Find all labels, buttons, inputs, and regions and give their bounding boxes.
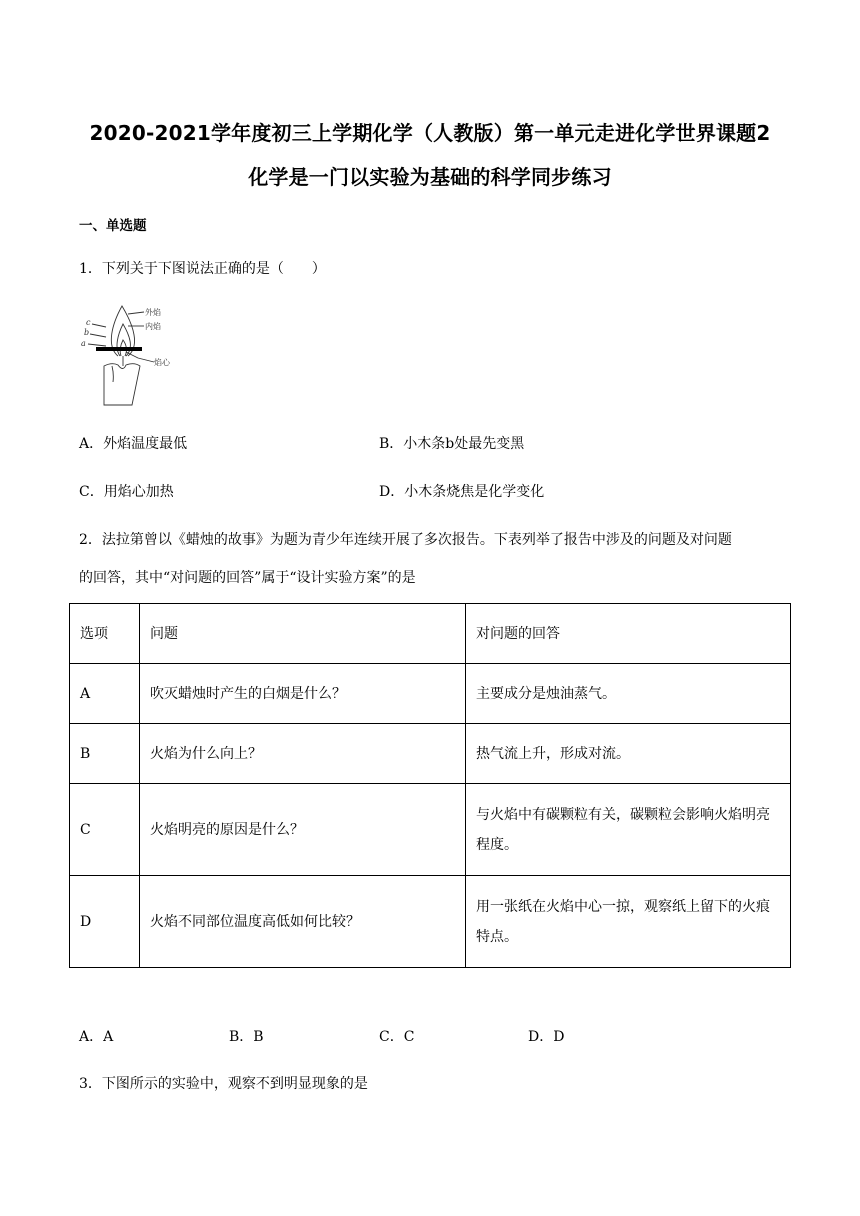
label-a: a <box>81 339 86 348</box>
document-title-line-1: 2020-2021学年度初三上学期化学（人教版）第一单元走进化学世界课题2 <box>89 121 771 145</box>
question-1-option-b[interactable]: B．小木条b处最先变黑 <box>379 436 525 452</box>
table-cell-option: D <box>70 876 140 968</box>
table-cell-answer: 主要成分是烛油蒸气。 <box>466 664 791 724</box>
table-row <box>70 724 791 784</box>
candle-body <box>104 364 140 405</box>
table-header-row <box>70 604 791 664</box>
table-cell-question: 火焰不同部位温度高低如何比较？ <box>140 876 466 968</box>
table-cell-option: B <box>70 724 140 784</box>
table-cell-option: C <box>70 784 140 876</box>
table-row <box>70 664 791 724</box>
question-2-option-a[interactable]: A．A <box>79 1029 114 1045</box>
table-cell-answer: 热气流上升，形成对流。 <box>466 724 791 784</box>
question-2-table <box>69 603 791 968</box>
table-row <box>70 876 791 968</box>
table-header-option: 选项 <box>70 604 140 664</box>
question-1-option-c[interactable]: C．用焰心加热 <box>79 484 174 500</box>
question-2-option-d[interactable]: D．D <box>528 1029 565 1045</box>
section-heading: 一、单选题 <box>79 218 147 234</box>
table-cell-option: A <box>70 664 140 724</box>
question-1-option-a[interactable]: A．外焰温度最低 <box>79 436 188 452</box>
question-1-stem: 1．下列关于下图说法正确的是（ ） <box>79 261 326 277</box>
table-header-answer: 对问题的回答 <box>466 604 791 664</box>
question-2-stem-line-2: 的回答，其中“对问题的回答”属于“设计实验方案”的是 <box>79 570 416 586</box>
document-title-line-2: 化学是一门以实验为基础的科学同步练习 <box>248 165 612 189</box>
label-c: c <box>86 318 91 327</box>
question-1-option-d[interactable]: D．小木条烧焦是化学变化 <box>379 484 545 500</box>
table-row <box>70 784 791 876</box>
wooden-stick <box>96 347 142 351</box>
label-flame-core: 焰心 <box>154 358 170 367</box>
question-2-stem-line-1: 2．法拉第曾以《蜡烛的故事》为题为青少年连续开展了多次报告。下表列举了报告中涉及的问题及对问题 <box>79 532 732 548</box>
label-inner-flame: 内焰 <box>145 322 161 331</box>
table-cell-answer: 与火焰中有碳颗粒有关，碳颗粒会影响火焰明亮程度。 <box>466 784 791 876</box>
label-b: b <box>84 328 90 337</box>
table-cell-question: 火焰为什么向上？ <box>140 724 466 784</box>
question-3-stem: 3．下图所示的实验中，观察不到明显现象的是 <box>79 1076 368 1092</box>
candle-flame-diagram <box>76 302 176 406</box>
label-outer-flame: 外焰 <box>145 308 161 317</box>
table-cell-question: 火焰明亮的原因是什么？ <box>140 784 466 876</box>
question-2-option-b[interactable]: B．B <box>229 1029 264 1045</box>
table-cell-question: 吹灭蜡烛时产生的白烟是什么？ <box>140 664 466 724</box>
table-header-question: 问题 <box>140 604 466 664</box>
question-2-option-c[interactable]: C．C <box>379 1029 415 1045</box>
inner-flame-outline <box>117 324 130 356</box>
table-cell-answer: 用一张纸在火焰中心一掠，观察纸上留下的火痕特点。 <box>466 876 791 968</box>
